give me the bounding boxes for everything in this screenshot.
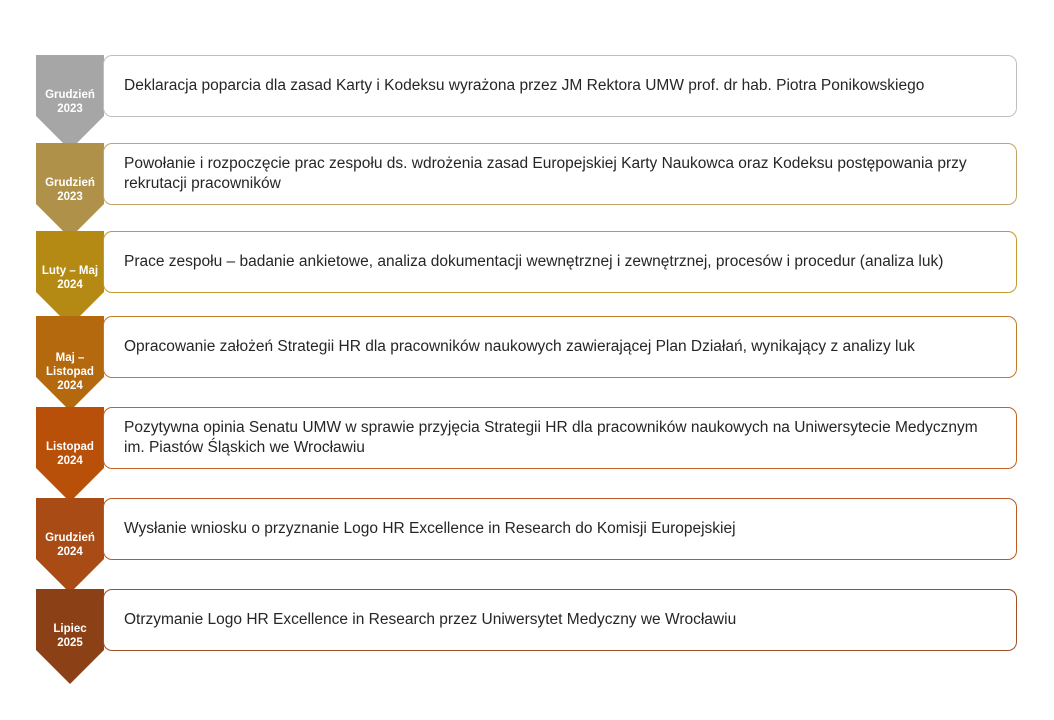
period-line: 2024 — [57, 380, 83, 392]
period-line: Lipiec — [53, 623, 87, 635]
period-line: 2024 — [57, 279, 83, 291]
period-line: 2024 — [57, 455, 83, 467]
timeline-event-text: Powołanie i rozpoczęcie prac zespołu ds. wdrożenia zasad Europejskiej Karty Naukowca oraz Kodeksu postępowania przy rekrutacji pracowników — [124, 155, 967, 192]
timeline-chevron — [36, 589, 104, 684]
timeline-event-box — [103, 316, 1017, 378]
timeline-period-label — [36, 440, 104, 468]
timeline-chevron — [36, 231, 104, 326]
timeline-event-box — [103, 498, 1017, 560]
timeline-period-label — [36, 622, 104, 650]
period-line: Grudzień — [45, 177, 95, 189]
timeline-event-box — [103, 231, 1017, 293]
timeline-period-label — [36, 176, 104, 204]
timeline-chevron — [36, 55, 104, 150]
timeline-period-label — [36, 531, 104, 559]
timeline-period-label — [36, 351, 104, 393]
timeline-event-text: Otrzymanie Logo HR Excellence in Research przez Uniwersytet Medyczny we Wrocławiu — [124, 611, 737, 628]
timeline-event-text: Wysłanie wniosku o przyznanie Logo HR Excellence in Research do Komisji Europejskiej — [124, 520, 736, 537]
period-line: Luty – Maj — [41, 265, 99, 277]
period-line: 2024 — [57, 546, 83, 558]
timeline-period-label — [36, 88, 104, 116]
timeline-chevron — [36, 407, 104, 502]
timeline-event-box — [103, 143, 1017, 205]
period-line: Grudzień — [45, 532, 95, 544]
timeline-chevron — [36, 498, 104, 593]
period-line: Maj – — [55, 352, 85, 364]
timeline-event-box — [103, 589, 1017, 651]
timeline-event-text: Prace zespołu – badanie ankietowe, analiza dokumentacji wewnętrznej i zewnętrznej, procesów i procedur (analiza luk) — [124, 253, 944, 270]
timeline-event-text: Deklaracja poparcia dla zasad Karty i Kodeksu wyrażona przez JM Rektora UMW prof. dr hab. Piotra Ponikowskiego — [124, 77, 925, 94]
period-line: Listopad — [46, 366, 94, 378]
timeline-event-text: Pozytywna opinia Senatu UMW w sprawie przyjęcia Strategii HR dla pracowników naukowych na Uniwersytecie Medycznym im. Piastów Śląskich we Wrocławiu — [124, 419, 978, 456]
timeline-chevron — [36, 316, 104, 411]
period-line: 2023 — [57, 191, 83, 203]
timeline-event-box — [103, 55, 1017, 117]
period-line: Grudzień — [45, 89, 95, 101]
period-line: 2025 — [57, 637, 83, 649]
timeline-event-box — [103, 407, 1017, 469]
period-line: 2023 — [57, 103, 83, 115]
period-line: Listopad — [46, 441, 94, 453]
timeline-period-label — [36, 264, 104, 292]
timeline-event-text: Opracowanie założeń Strategii HR dla pracowników naukowych zawierającej Plan Działań, wynikający z analizy luk — [124, 338, 915, 355]
timeline-chevron — [36, 143, 104, 238]
